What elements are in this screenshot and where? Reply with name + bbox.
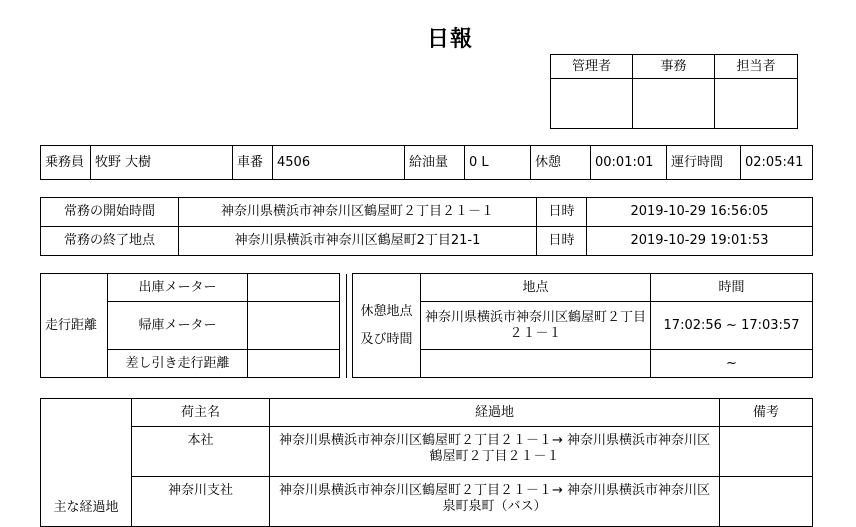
duty-start-label: 常務の開始時間	[41, 198, 179, 227]
diff-distance-label: 差し引き走行距離	[108, 350, 248, 378]
approval-staff-stamp	[715, 79, 798, 129]
route-shipper-header: 荷主名	[132, 399, 270, 427]
approval-table	[550, 54, 798, 129]
table-row	[41, 427, 813, 477]
distance-table	[40, 273, 813, 378]
run-time-label: 運行時間	[667, 146, 741, 180]
table-divider	[340, 274, 347, 378]
out-meter-label: 出庫メーター	[108, 274, 248, 302]
rest-place-value: 神奈川県横浜市神奈川区鶴屋町２丁目２１－１	[421, 302, 651, 350]
run-time-value: 02:05:41	[741, 146, 813, 180]
in-meter-value	[248, 302, 340, 350]
duty-table	[40, 197, 813, 256]
duty-end-label: 常務の終了地点	[41, 227, 179, 256]
rest-value: 00:01:01	[591, 146, 667, 180]
rest-label: 休憩	[531, 146, 591, 180]
car-label: 車番	[233, 146, 273, 180]
duty-start-place: 神奈川県横浜市神奈川区鶴屋町２丁目２１－１	[179, 198, 537, 227]
distance-label: 走行距離	[41, 274, 108, 378]
summary-table	[40, 145, 813, 180]
approval-staff-label: 担当者	[715, 55, 798, 79]
approval-manager-label: 管理者	[551, 55, 633, 79]
rest-place-label-line2: 及び時間	[360, 331, 413, 347]
duty-start-datetime-label: 日時	[537, 198, 587, 227]
rest-time-value: 17:02:56 ~ 17:03:57	[651, 302, 813, 350]
in-meter-label: 帰庫メーター	[108, 302, 248, 350]
out-meter-value	[248, 274, 340, 302]
route-header: 経過地	[270, 399, 720, 427]
approval-manager-stamp	[551, 79, 633, 129]
duty-end-datetime-label: 日時	[537, 227, 587, 256]
duty-start-datetime: 2019-10-29 16:56:05	[587, 198, 813, 227]
diff-distance-value	[248, 350, 340, 378]
route-note	[720, 477, 813, 527]
approval-office-stamp	[633, 79, 715, 129]
approval-office-label: 事務	[633, 55, 715, 79]
rest-time-value-2: ~	[651, 350, 813, 378]
route-shipper: 本社	[132, 427, 270, 477]
car-value: 4506	[273, 146, 405, 180]
page-title: 日報	[426, 27, 473, 52]
route-note	[720, 427, 813, 477]
route-value: 神奈川県横浜市神奈川区鶴屋町２丁目２１－１→ 神奈川県横浜市神奈川区鶴屋町２丁目２１－１	[270, 427, 720, 477]
fuel-value: 0 L	[465, 146, 531, 180]
route-shipper: 神奈川支社	[132, 477, 270, 527]
route-note-header: 備考	[720, 399, 813, 427]
rest-place-header: 地点	[421, 274, 651, 302]
duty-end-datetime: 2019-10-29 19:01:53	[587, 227, 813, 256]
crew-label: 乗務員	[41, 146, 91, 180]
duty-end-place: 神奈川県横浜市神奈川区鶴屋町2丁目21-1	[179, 227, 537, 256]
route-value: 神奈川県横浜市神奈川区鶴屋町２丁目２１－１→ 神奈川県横浜市神奈川区泉町泉町（バス）	[270, 477, 720, 527]
table-row	[41, 477, 813, 527]
rest-place-value-2	[421, 350, 651, 378]
rest-time-header: 時間	[651, 274, 813, 302]
route-label: 主な経過地	[41, 399, 132, 527]
crew-value: 牧野 大樹	[91, 146, 233, 180]
fuel-label: 給油量	[405, 146, 465, 180]
rest-place-label-line1: 休憩地点	[360, 303, 413, 319]
route-table	[40, 398, 813, 527]
rest-place-label	[353, 274, 421, 378]
